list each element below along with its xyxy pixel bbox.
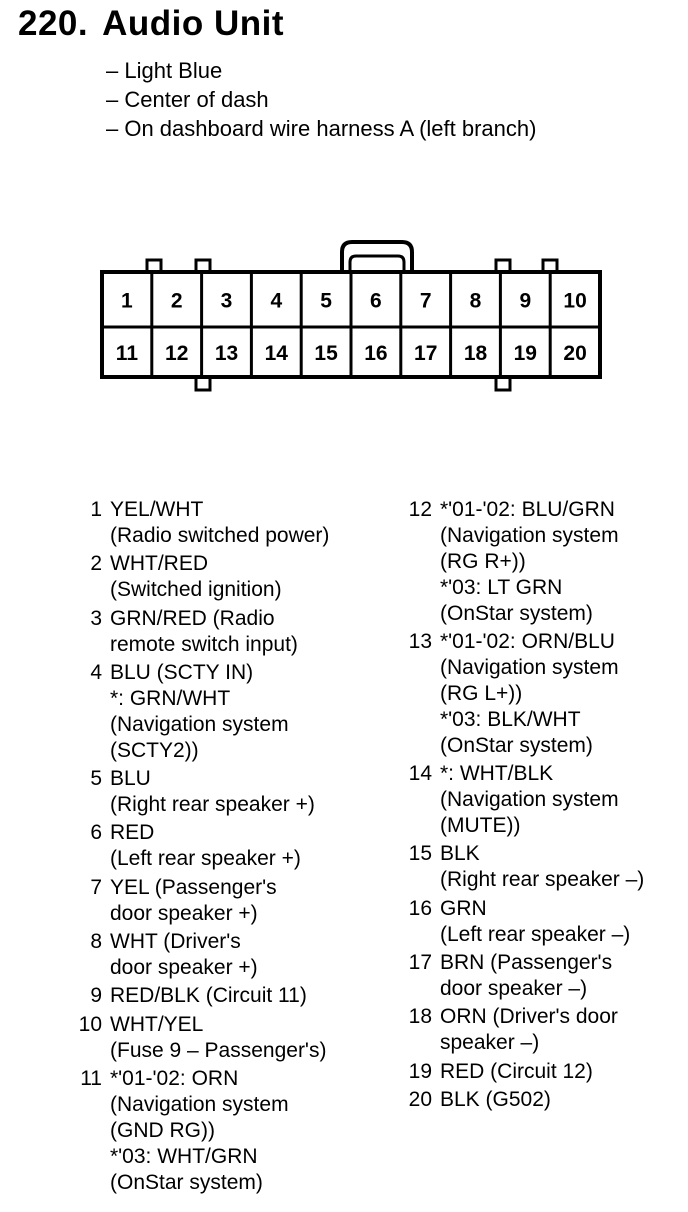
pin-entry-3: [64, 606, 364, 658]
pin-description: [440, 1059, 593, 1085]
cavity-10: 10: [563, 289, 587, 313]
connector-shell: [102, 242, 600, 390]
pin-number: 19: [408, 1059, 432, 1083]
pin-description: [110, 606, 298, 658]
connector-diagram: [0, 0, 688, 420]
pin-description-line: (Radio switched power): [110, 523, 330, 547]
pin-description: [110, 929, 258, 981]
pin-description: [110, 1066, 289, 1196]
pin-description-line: *'03: WHT/GRN: [110, 1144, 258, 1168]
pin-description-line: (Navigation system: [110, 1092, 289, 1116]
pin-description-line: *'01-'02: BLU/GRN: [440, 498, 615, 521]
cavity-15: 15: [314, 342, 338, 365]
pin-description: [110, 875, 277, 927]
pin-description-line: (MUTE)): [440, 813, 521, 837]
pin-description: [110, 551, 282, 603]
pin-number: 16: [408, 896, 432, 920]
pin-description-line: RED (Circuit 12): [440, 1059, 593, 1083]
pin-entry-16: [394, 896, 684, 948]
pin-description-line: door speaker –): [440, 976, 588, 1000]
pin-description-line: YEL/WHT: [110, 498, 204, 521]
cavity-11: 11: [115, 342, 139, 365]
pin-description-line: (Right rear speaker –): [440, 868, 645, 892]
pin-description-line: ORN (Driver's door: [440, 1005, 618, 1029]
cavity-18: 18: [463, 342, 488, 365]
pin-number: 12: [408, 498, 432, 521]
pin-description: [110, 497, 329, 549]
locking-tab-inner: [350, 256, 404, 272]
pin-number: 18: [408, 1005, 432, 1029]
connector-number: 220.: [18, 4, 89, 43]
pin-description-line: (Fuse 9 – Passenger's): [110, 1038, 327, 1062]
pin-description: [110, 983, 307, 1009]
pin-description-line: GRN: [440, 896, 487, 920]
cavity-5: 5: [320, 289, 332, 313]
pin-description-line: *'03: BLK/WHT: [440, 707, 581, 731]
pin-description-line: door speaker +): [110, 955, 258, 979]
pin-description-line: BLU (SCTY IN): [110, 660, 254, 684]
pin-description: [440, 841, 644, 893]
cavity-7: 7: [419, 289, 432, 313]
pin-description-line: RED/BLK (Circuit 11): [110, 984, 307, 1008]
spec-harness: – On dashboard wire harness A (left branch): [106, 116, 537, 141]
pin-description-line: (Left rear speaker +): [110, 847, 301, 871]
pin-description-line: BLU: [110, 767, 151, 791]
pin-description: [440, 1087, 551, 1113]
pin-description: [110, 660, 289, 764]
pin-number: 10: [78, 1012, 102, 1036]
pin-entry-15: [394, 841, 684, 893]
pin-description: [110, 820, 301, 872]
pin-number: 1: [90, 498, 102, 521]
pin-description-line: door speaker +): [110, 901, 258, 925]
pin-number: 2: [90, 552, 102, 576]
pin-entry-19: [394, 1059, 684, 1085]
pin-description-line: remote switch input): [110, 632, 298, 656]
cavity-4: 4: [270, 289, 283, 313]
pin-description-line: *: GRN/WHT: [110, 686, 231, 710]
cavity-2: 2: [170, 289, 183, 313]
pin-description-line: *'03: LT GRN: [440, 575, 563, 599]
pin-entry-14: [394, 761, 684, 839]
cavity-17: 17: [414, 342, 438, 365]
cavity-1: 1: [121, 289, 133, 313]
pin-description-line: (SCTY2)): [110, 738, 199, 762]
pin-entry-10: [64, 1012, 364, 1064]
pin-description-line: YEL (Passenger's: [110, 875, 277, 899]
pin-description: [440, 761, 619, 839]
pin-description-line: (Switched ignition): [110, 578, 282, 602]
pin-number: 13: [408, 630, 432, 654]
pin-description-line: (Navigation system: [440, 523, 619, 547]
pin-description-line: (Right rear speaker +): [110, 792, 315, 816]
pin-entry-13: [394, 629, 684, 759]
pin-number: 8: [90, 930, 102, 953]
pin-description: [440, 896, 630, 948]
pin-number: 7: [90, 875, 102, 899]
cavity-9: 9: [519, 289, 532, 313]
pin-description-line: speaker –): [440, 1031, 540, 1055]
pin-description-line: *'01-'02: ORN: [110, 1067, 239, 1091]
pin-description-line: (GND RG)): [110, 1118, 215, 1142]
pin-description-line: BRN (Passenger's: [440, 950, 613, 974]
pin-description-line: (RG L+)): [440, 681, 523, 705]
pin-description-line: WHT/YEL: [110, 1012, 204, 1036]
pin-number: 11: [80, 1067, 102, 1091]
pin-description: [110, 1012, 326, 1064]
cavity-6: 6: [370, 289, 382, 313]
pin-description-line: (Navigation system: [440, 655, 619, 679]
pin-number: 14: [408, 762, 432, 786]
pin-description: [110, 766, 315, 818]
pin-description-line: BLK: [440, 842, 480, 866]
pin-entry-1: [64, 497, 364, 549]
spec-location: – Center of dash: [106, 87, 269, 112]
pin-entry-11: [64, 1066, 364, 1196]
pin-description-line: *'01-'02: ORN/BLU: [440, 630, 615, 654]
pin-description-line: (OnStar system): [110, 1170, 263, 1194]
cavity-12: 12: [165, 342, 189, 365]
pin-number: 3: [90, 606, 102, 630]
pin-number: 4: [90, 660, 102, 684]
pin-entry-5: [64, 766, 364, 818]
pin-description-line: WHT (Driver's: [110, 930, 241, 953]
spec-color: – Light Blue: [106, 58, 223, 83]
cavity-16: 16: [364, 342, 388, 365]
pin-entry-4: [64, 660, 364, 764]
connector-title: Audio Unit: [102, 4, 285, 43]
cavity-3: 3: [220, 289, 233, 313]
cavity-20: 20: [563, 342, 587, 365]
pin-number: 6: [90, 821, 102, 845]
pin-entry-17: [394, 950, 684, 1002]
pin-description-line: (OnStar system): [440, 601, 593, 625]
cavity-13: 13: [214, 342, 239, 365]
pin-description: [440, 497, 619, 627]
pin-description: [440, 1004, 618, 1056]
pin-description-line: (Navigation system: [110, 712, 289, 736]
pin-description-line: *: WHT/BLK: [440, 762, 554, 786]
pin-description-line: (RG R+)): [440, 549, 526, 573]
pin-description-line: BLK (G502): [440, 1087, 551, 1111]
cavity-19: 19: [513, 342, 537, 365]
pin-entry-20: [394, 1087, 684, 1113]
cavity-8: 8: [469, 289, 482, 313]
pin-number: 9: [90, 984, 102, 1008]
pin-entry-8: [64, 929, 364, 981]
pin-entry-9: [64, 983, 364, 1009]
pin-description-line: (OnStar system): [440, 733, 593, 757]
pin-description-line: WHT/RED: [110, 552, 208, 576]
pin-entry-12: [394, 497, 684, 627]
pin-number: 20: [408, 1087, 432, 1111]
pin-entry-7: [64, 875, 364, 927]
pin-description: [440, 629, 619, 759]
pin-entry-2: [64, 551, 364, 603]
pin-list-left: [64, 497, 364, 1198]
pin-number: 15: [408, 842, 432, 866]
pin-entry-18: [394, 1004, 684, 1056]
pin-entry-6: [64, 820, 364, 872]
pin-list-right: [394, 497, 684, 1115]
pin-description-line: GRN/RED (Radio: [110, 606, 275, 630]
pin-description-line: (Left rear speaker –): [440, 922, 631, 946]
pin-description-line: RED: [110, 821, 155, 845]
cavity-14: 14: [264, 342, 288, 365]
pin-description-line: (Navigation system: [440, 787, 619, 811]
pin-number: 5: [90, 767, 102, 791]
pin-description: [440, 950, 612, 1002]
pin-number: 17: [408, 950, 432, 974]
